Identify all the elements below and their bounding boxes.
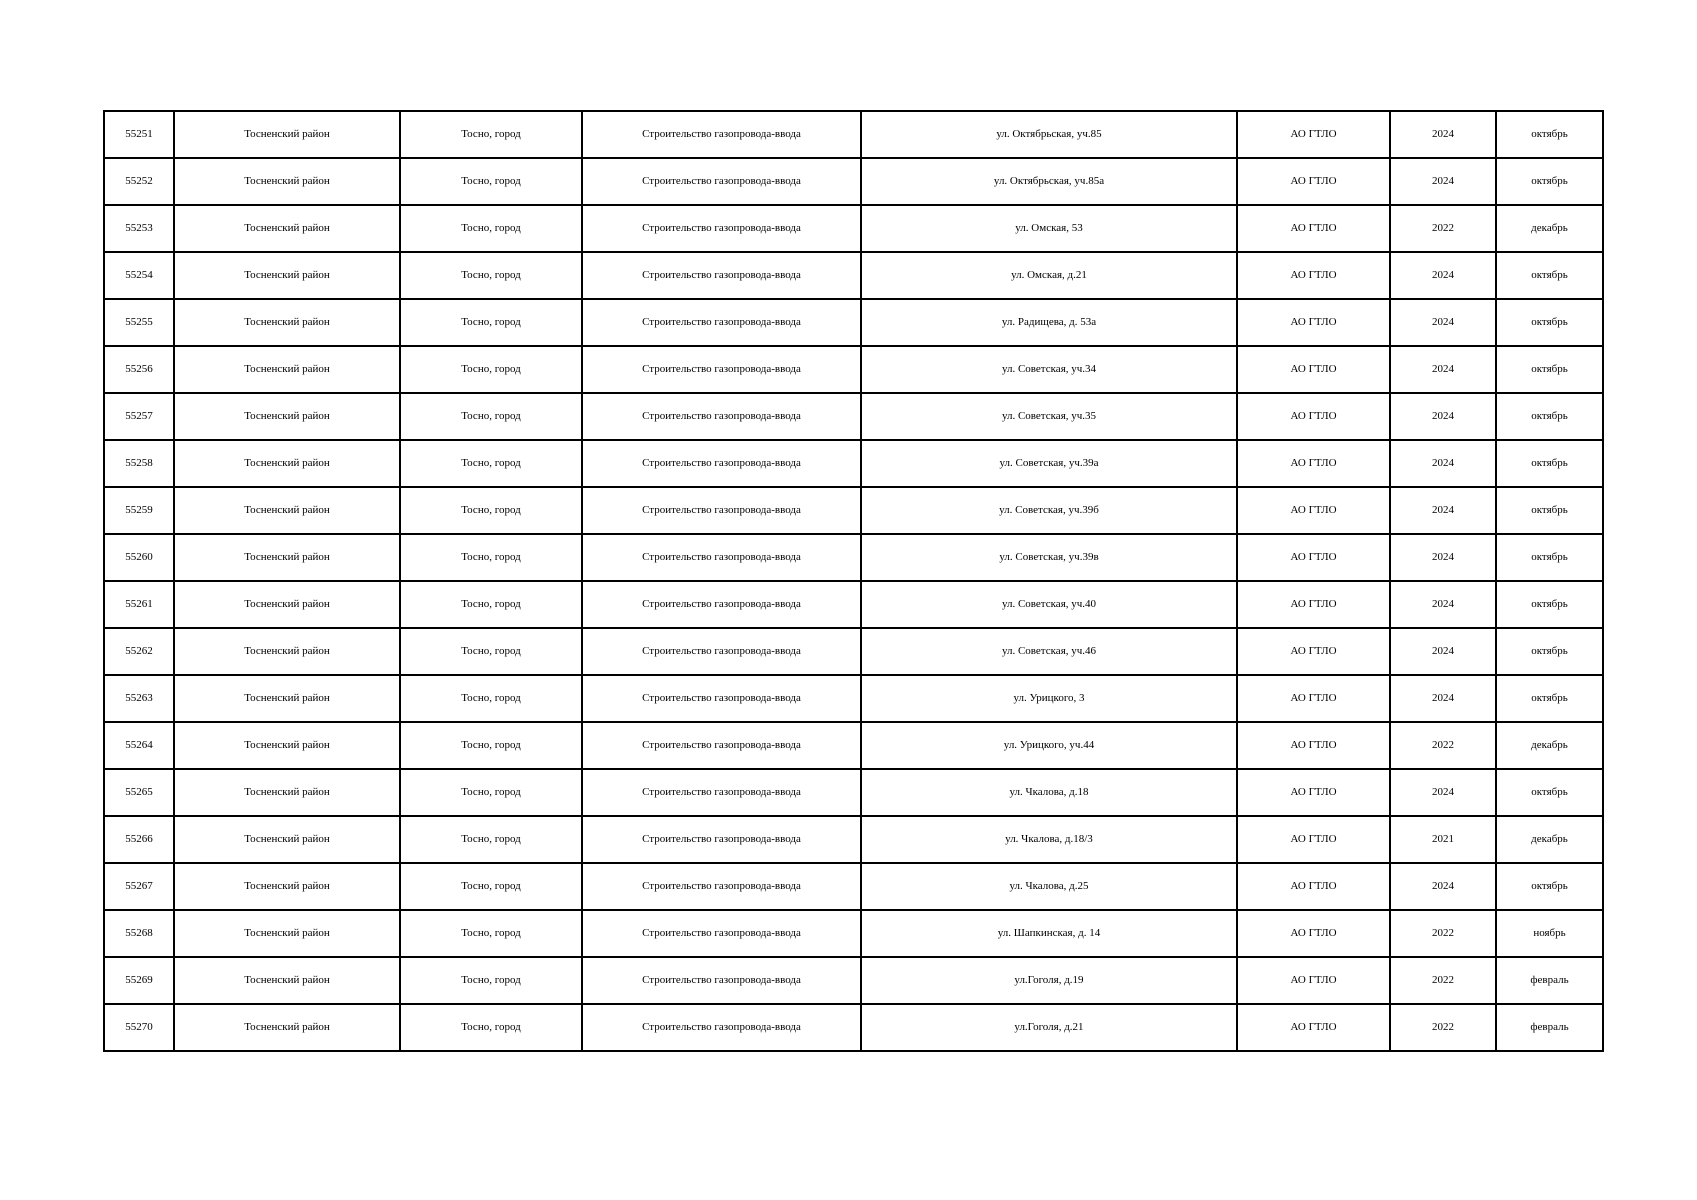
month-cell: февраль [1496,957,1603,1004]
year-cell: 2021 [1390,816,1496,863]
district-cell: Тосненский район [174,581,400,628]
work-type-cell: Строительство газопровода-ввода [582,628,861,675]
city-cell: Тосно, город [400,487,582,534]
table-row [104,816,1603,863]
organization-cell: АО ГТЛО [1237,346,1390,393]
id-cell: 55268 [104,910,174,957]
month-cell: октябрь [1496,487,1603,534]
district-cell: Тосненский район [174,957,400,1004]
month-cell: октябрь [1496,628,1603,675]
address-cell: ул. Чкалова, д.25 [861,863,1237,910]
work-type-cell: Строительство газопровода-ввода [582,205,861,252]
month-cell: октябрь [1496,299,1603,346]
work-type-cell: Строительство газопровода-ввода [582,957,861,1004]
address-cell: ул. Урицкого, уч.44 [861,722,1237,769]
city-cell: Тосно, город [400,252,582,299]
district-cell: Тосненский район [174,393,400,440]
year-cell: 2022 [1390,205,1496,252]
year-cell: 2024 [1390,111,1496,158]
work-type-cell: Строительство газопровода-ввода [582,1004,861,1051]
district-cell: Тосненский район [174,346,400,393]
table-row [104,628,1603,675]
gas-pipeline-table [103,110,1604,1052]
table-row [104,487,1603,534]
organization-cell: АО ГТЛО [1237,487,1390,534]
city-cell: Тосно, город [400,158,582,205]
organization-cell: АО ГТЛО [1237,534,1390,581]
organization-cell: АО ГТЛО [1237,581,1390,628]
table-row [104,205,1603,252]
table-row [104,722,1603,769]
year-cell: 2024 [1390,581,1496,628]
table-row [104,393,1603,440]
organization-cell: АО ГТЛО [1237,440,1390,487]
city-cell: Тосно, город [400,863,582,910]
work-type-cell: Строительство газопровода-ввода [582,393,861,440]
organization-cell: АО ГТЛО [1237,957,1390,1004]
month-cell: февраль [1496,1004,1603,1051]
year-cell: 2022 [1390,957,1496,1004]
id-cell: 55266 [104,816,174,863]
address-cell: ул. Шапкинская, д. 14 [861,910,1237,957]
address-cell: ул. Советская, уч.35 [861,393,1237,440]
year-cell: 2024 [1390,158,1496,205]
month-cell: октябрь [1496,346,1603,393]
table-row [104,111,1603,158]
city-cell: Тосно, город [400,675,582,722]
address-cell: ул. Советская, уч.39б [861,487,1237,534]
id-cell: 55255 [104,299,174,346]
city-cell: Тосно, город [400,205,582,252]
year-cell: 2024 [1390,346,1496,393]
month-cell: декабрь [1496,722,1603,769]
address-cell: ул. Чкалова, д.18 [861,769,1237,816]
year-cell: 2024 [1390,252,1496,299]
address-cell: ул. Радищева, д. 53а [861,299,1237,346]
city-cell: Тосно, город [400,769,582,816]
work-type-cell: Строительство газопровода-ввода [582,675,861,722]
district-cell: Тосненский район [174,1004,400,1051]
organization-cell: АО ГТЛО [1237,299,1390,346]
city-cell: Тосно, город [400,111,582,158]
organization-cell: АО ГТЛО [1237,252,1390,299]
id-cell: 55254 [104,252,174,299]
work-type-cell: Строительство газопровода-ввода [582,111,861,158]
month-cell: октябрь [1496,111,1603,158]
district-cell: Тосненский район [174,675,400,722]
month-cell: октябрь [1496,440,1603,487]
month-cell: ноябрь [1496,910,1603,957]
district-cell: Тосненский район [174,863,400,910]
table-row [104,299,1603,346]
city-cell: Тосно, город [400,534,582,581]
year-cell: 2024 [1390,628,1496,675]
address-cell: ул.Гоголя, д.19 [861,957,1237,1004]
work-type-cell: Строительство газопровода-ввода [582,346,861,393]
address-cell: ул. Урицкого, 3 [861,675,1237,722]
table-row [104,346,1603,393]
year-cell: 2022 [1390,1004,1496,1051]
address-cell: ул. Советская, уч.40 [861,581,1237,628]
address-cell: ул. Октябрьская, уч.85а [861,158,1237,205]
address-cell: ул. Чкалова, д.18/3 [861,816,1237,863]
work-type-cell: Строительство газопровода-ввода [582,487,861,534]
table-row [104,863,1603,910]
month-cell: октябрь [1496,158,1603,205]
id-cell: 55252 [104,158,174,205]
address-cell: ул. Омская, 53 [861,205,1237,252]
month-cell: октябрь [1496,581,1603,628]
month-cell: октябрь [1496,252,1603,299]
address-cell: ул. Октябрьская, уч.85 [861,111,1237,158]
district-cell: Тосненский район [174,534,400,581]
id-cell: 55261 [104,581,174,628]
organization-cell: АО ГТЛО [1237,769,1390,816]
district-cell: Тосненский район [174,440,400,487]
city-cell: Тосно, город [400,440,582,487]
year-cell: 2024 [1390,393,1496,440]
organization-cell: АО ГТЛО [1237,158,1390,205]
month-cell: октябрь [1496,534,1603,581]
id-cell: 55263 [104,675,174,722]
table-body [104,111,1603,1051]
address-cell: ул.Гоголя, д.21 [861,1004,1237,1051]
id-cell: 55253 [104,205,174,252]
year-cell: 2024 [1390,769,1496,816]
city-cell: Тосно, город [400,581,582,628]
city-cell: Тосно, город [400,816,582,863]
organization-cell: АО ГТЛО [1237,910,1390,957]
table-row [104,252,1603,299]
id-cell: 55265 [104,769,174,816]
organization-cell: АО ГТЛО [1237,863,1390,910]
table-row [104,769,1603,816]
id-cell: 55256 [104,346,174,393]
table-row [104,158,1603,205]
work-type-cell: Строительство газопровода-ввода [582,722,861,769]
organization-cell: АО ГТЛО [1237,816,1390,863]
id-cell: 55269 [104,957,174,1004]
address-cell: ул. Советская, уч.34 [861,346,1237,393]
work-type-cell: Строительство газопровода-ввода [582,816,861,863]
work-type-cell: Строительство газопровода-ввода [582,299,861,346]
month-cell: октябрь [1496,393,1603,440]
district-cell: Тосненский район [174,816,400,863]
address-cell: ул. Советская, уч.46 [861,628,1237,675]
month-cell: октябрь [1496,769,1603,816]
work-type-cell: Строительство газопровода-ввода [582,252,861,299]
work-type-cell: Строительство газопровода-ввода [582,769,861,816]
district-cell: Тосненский район [174,628,400,675]
city-cell: Тосно, город [400,346,582,393]
city-cell: Тосно, город [400,722,582,769]
organization-cell: АО ГТЛО [1237,675,1390,722]
work-type-cell: Строительство газопровода-ввода [582,440,861,487]
city-cell: Тосно, город [400,910,582,957]
city-cell: Тосно, город [400,628,582,675]
address-cell: ул. Советская, уч.39в [861,534,1237,581]
table-row [104,440,1603,487]
district-cell: Тосненский район [174,205,400,252]
year-cell: 2024 [1390,440,1496,487]
id-cell: 55262 [104,628,174,675]
organization-cell: АО ГТЛО [1237,205,1390,252]
year-cell: 2024 [1390,675,1496,722]
work-type-cell: Строительство газопровода-ввода [582,534,861,581]
city-cell: Тосно, город [400,957,582,1004]
district-cell: Тосненский район [174,299,400,346]
month-cell: октябрь [1496,675,1603,722]
id-cell: 55259 [104,487,174,534]
district-cell: Тосненский район [174,910,400,957]
work-type-cell: Строительство газопровода-ввода [582,910,861,957]
district-cell: Тосненский район [174,722,400,769]
id-cell: 55267 [104,863,174,910]
year-cell: 2024 [1390,487,1496,534]
month-cell: декабрь [1496,816,1603,863]
organization-cell: АО ГТЛО [1237,111,1390,158]
district-cell: Тосненский район [174,158,400,205]
city-cell: Тосно, город [400,299,582,346]
year-cell: 2024 [1390,534,1496,581]
table-row [104,1004,1603,1051]
month-cell: октябрь [1496,863,1603,910]
id-cell: 55264 [104,722,174,769]
work-type-cell: Строительство газопровода-ввода [582,158,861,205]
table-row [104,534,1603,581]
table-row [104,910,1603,957]
year-cell: 2024 [1390,863,1496,910]
organization-cell: АО ГТЛО [1237,628,1390,675]
id-cell: 55251 [104,111,174,158]
city-cell: Тосно, город [400,393,582,440]
table-row [104,957,1603,1004]
table-row [104,675,1603,722]
organization-cell: АО ГТЛО [1237,722,1390,769]
district-cell: Тосненский район [174,111,400,158]
year-cell: 2022 [1390,910,1496,957]
year-cell: 2024 [1390,299,1496,346]
address-cell: ул. Омская, д.21 [861,252,1237,299]
district-cell: Тосненский район [174,769,400,816]
work-type-cell: Строительство газопровода-ввода [582,581,861,628]
address-cell: ул. Советская, уч.39а [861,440,1237,487]
table-row [104,581,1603,628]
organization-cell: АО ГТЛО [1237,1004,1390,1051]
city-cell: Тосно, город [400,1004,582,1051]
id-cell: 55260 [104,534,174,581]
id-cell: 55258 [104,440,174,487]
id-cell: 55270 [104,1004,174,1051]
month-cell: декабрь [1496,205,1603,252]
work-type-cell: Строительство газопровода-ввода [582,863,861,910]
year-cell: 2022 [1390,722,1496,769]
district-cell: Тосненский район [174,487,400,534]
id-cell: 55257 [104,393,174,440]
district-cell: Тосненский район [174,252,400,299]
organization-cell: АО ГТЛО [1237,393,1390,440]
